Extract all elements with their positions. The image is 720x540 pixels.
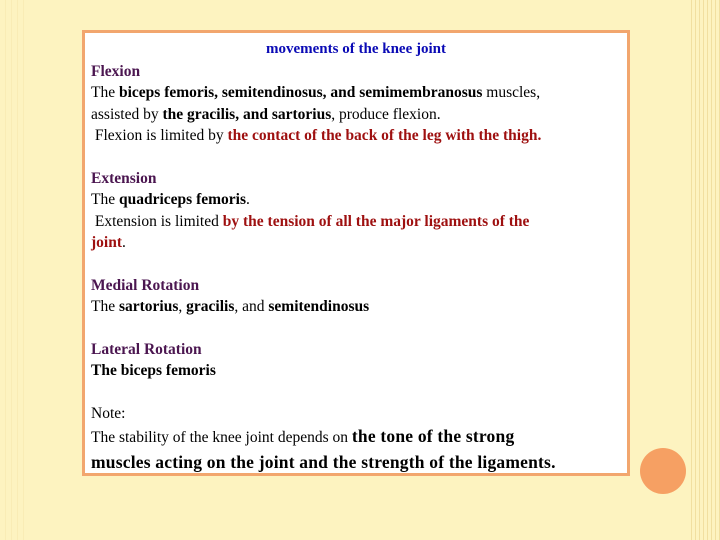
medial-rotation-line-1: The sartorius, gracilis, and semitendinosus: [91, 298, 370, 315]
medial-rotation-heading: Medial Rotation: [91, 276, 200, 294]
extension-line-3: joint.: [91, 234, 126, 251]
note-line-2: muscles acting on the joint and the strength of the ligaments.: [91, 452, 556, 472]
flexion-line-2: assisted by the gracilis, and sartorius, produce flexion.: [91, 105, 441, 123]
flexion-line-1: The biceps femoris, semitendinosus, and semimembranosus muscles,: [91, 84, 541, 101]
note-label: Note:: [91, 404, 126, 422]
extension-line-1: The quadriceps femoris.: [91, 191, 250, 208]
lateral-rotation-heading: Lateral Rotation: [91, 340, 202, 358]
extension-line-2: Extension is limited by the tension of all the major ligaments of the: [91, 212, 530, 230]
slide-title: movements of the knee joint: [266, 41, 446, 57]
extension-heading: Extension: [91, 169, 157, 187]
lateral-rotation-line-1: The biceps femoris: [91, 362, 216, 379]
orange-circle-decoration: [640, 448, 686, 494]
note-line-1: The stability of the knee joint depends on the tone of the strong: [91, 426, 515, 446]
flexion-line-3: Flexion is limited by the contact of the back of the leg with the thigh.: [91, 127, 542, 144]
content-card: [82, 30, 630, 476]
right-stripe-decoration: [688, 0, 720, 540]
flexion-heading: Flexion: [91, 62, 141, 80]
left-stripe-decoration: [0, 0, 24, 540]
